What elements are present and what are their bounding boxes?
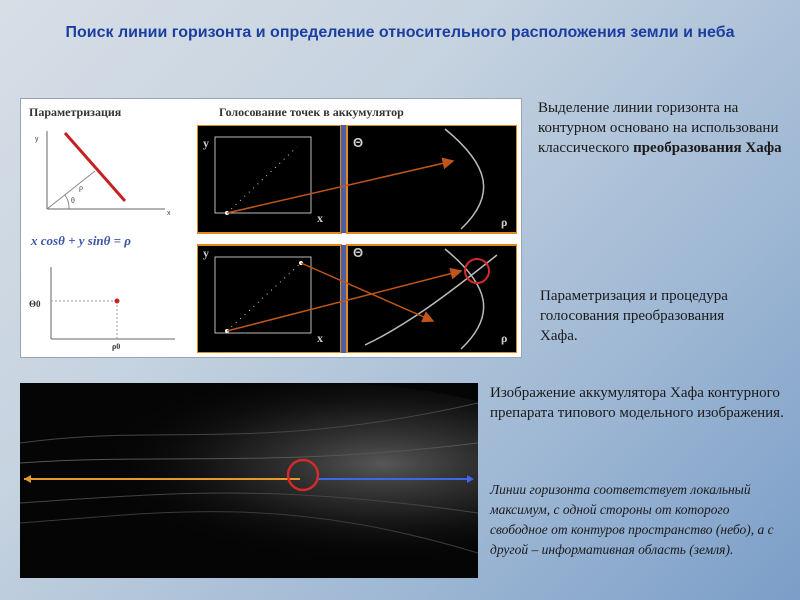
voting-panels	[197, 125, 517, 353]
hough-parametrization-figure	[20, 98, 522, 358]
parametrization-diagram	[25, 125, 185, 221]
accumulator-point-diagram	[25, 259, 185, 351]
hough-accumulator-image	[20, 383, 478, 578]
small-y-label: y	[35, 136, 39, 143]
description-accumulator: Изображение аккумулятора Хафа контурного препарата типового модельного изображения.	[490, 385, 784, 421]
panel-top-x-label: x	[317, 211, 323, 225]
parametrized-line	[65, 133, 125, 201]
rho0-label: ρ0	[112, 342, 121, 351]
panel-bottom-x-label: x	[317, 331, 323, 345]
panel-bottom-theta-label: Θ	[353, 245, 364, 260]
voting-label: Голосование точек в аккумулятор	[219, 105, 404, 119]
description-voting: Параметризация и процедура голосования преобразования Хафа.	[540, 288, 728, 344]
panel-top-y-label: y	[203, 136, 209, 150]
panel-bottom-rho-label: ρ	[501, 331, 508, 345]
theta0-label: Θ0	[29, 299, 41, 309]
slide-title: Поиск линии горизонта и определение относительного расположения земли и неба	[65, 24, 735, 41]
hough-space-panel-bottom	[347, 245, 517, 353]
small-x-label: x	[167, 210, 171, 217]
panel-bottom-y-label: y	[203, 246, 209, 260]
small-rho-label: ρ	[79, 183, 83, 192]
description-hough	[538, 98, 788, 158]
description-hough-bold: преобразования Хафа	[633, 140, 782, 156]
small-theta-label: θ	[71, 196, 75, 205]
accumulator-visual	[20, 383, 478, 578]
panel-top-rho-label: ρ	[501, 215, 508, 229]
parametrization-label: Параметризация	[29, 105, 122, 119]
panel-top-theta-label: Θ	[353, 135, 364, 150]
horizon-note: Линии горизонта соответствует локальный максимум, с одной стороны от которого свободное от контуров пространство (небо), а с другой – информативная область (земля).	[490, 482, 774, 557]
hough-formula: x cosθ + y sinθ = ρ	[31, 233, 132, 248]
description-hough-text: Выделение линии горизонта на контурном основано на использовани классического	[538, 100, 779, 156]
